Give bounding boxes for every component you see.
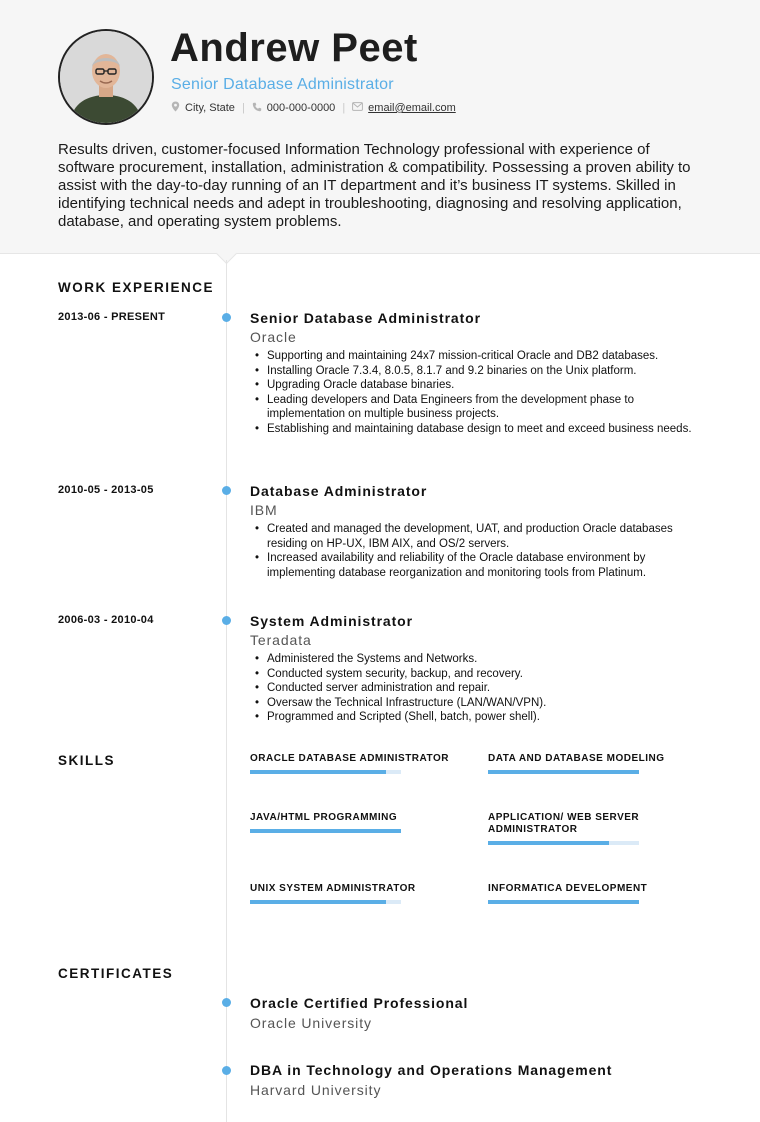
job-company: Oracle [250,329,297,345]
skill-bar-fill [250,770,386,774]
timeline-dot [222,486,231,495]
skill-bar [488,841,639,845]
contact-info [171,101,456,115]
job-bullet: • Conducted server administration and repair. [267,681,710,696]
skill-name: JAVA/HTML PROGRAMMING [250,812,398,823]
timeline-dot [222,998,231,1007]
job-bullets [250,349,710,436]
certificate-entry [250,1061,710,1099]
job-bullet: • Upgrading Oracle database binaries. [267,378,710,393]
timeline-dot [222,1066,231,1075]
skill-item [250,883,450,904]
certificate-issuer: Oracle University [250,1015,372,1031]
skill-bar [488,900,639,904]
job-bullet: • Increased availability and reliability of the Oracle database environment by implementing database reorganization and monitoring tools from Platinum. [267,551,710,580]
skill-bar [250,829,401,833]
job-bullet: • Supporting and maintaining 24x7 mission-critical Oracle and DB2 databases. [267,349,710,364]
skill-bar-fill [250,900,386,904]
job-entry [250,482,710,580]
job-bullet: • Oversaw the Technical Infrastructure (LAN/WAN/VPN). [267,696,710,711]
skill-name: INFORMATICA DEVELOPMENT [488,883,648,894]
skill-bar [488,770,639,774]
certificate-issuer: Harvard University [250,1082,382,1098]
job-bullet: • Programmed and Scripted (Shell, batch, power shell). [267,710,710,725]
skill-name: ORACLE DATABASE ADMINISTRATOR [250,753,449,764]
skill-item [250,753,450,774]
skill-item [250,812,450,833]
job-bullets [250,522,710,580]
envelope-icon [352,102,363,114]
job-dates: 2013-06 - PRESENT [58,311,166,323]
job-bullet: • Conducted system security, backup, and recovery. [267,667,710,682]
skill-bar [250,770,401,774]
job-entry [250,309,710,436]
candidate-name: Andrew Peet [170,26,418,70]
skill-bar-fill [488,841,609,845]
skills-heading: SKILLS [58,753,116,768]
contact-divider: | [342,102,346,114]
timeline-dot [222,313,231,322]
skill-bar [250,900,401,904]
job-entry [250,612,710,725]
job-company: IBM [250,502,278,518]
skill-bar-fill [488,770,639,774]
job-bullet: • Establishing and maintaining database design to meet and exceed business needs. [267,422,710,437]
job-dates: 2006-03 - 2010-04 [58,614,154,626]
job-bullet: • Installing Oracle 7.3.4, 8.0.5, 8.1.7 and 9.2 binaries on the Unix platform. [267,364,710,379]
map-pin-icon [171,101,180,115]
skill-item [488,883,688,904]
contact-divider: | [241,102,245,114]
certificate-title: Oracle Certified Professional [250,995,469,1011]
job-title: System Administrator [250,613,413,629]
work-experience-heading: WORK EXPERIENCE [58,280,215,295]
timeline-dot [222,616,231,625]
contact-phone: 000-000-0000 [266,102,336,114]
skill-name: APPLICATION/ WEB SERVER ADMINISTRATOR [488,812,640,835]
job-title: Database Administrator [250,483,428,499]
job-company: Teradata [250,632,312,648]
contact-location: City, State [185,102,235,114]
skill-bar-fill [488,900,639,904]
skill-item [488,753,688,774]
phone-icon [252,102,262,115]
certificates-heading: CERTIFICATES [58,966,174,981]
job-title: Senior Database Administrator [250,310,481,326]
profile-summary: Results driven, customer-focused Information Technology professional with experience of software procurement, installation, administration & compatibility. Possessing a proven ability to assist with the day-to-day running of an IT department and it’s business IT systems. Skilled in identifying technical needs and adept in troubleshooting, diagnosing and resolving application, database, and operating system problems. [58,141,691,230]
job-bullet: • Created and managed the development, UAT, and production Oracle databases residing on HP-UX, IBM AIX, and OS/2 servers. [267,522,710,551]
candidate-title: Senior Database Administrator [171,76,394,93]
skill-name: UNIX SYSTEM ADMINISTRATOR [250,883,416,894]
job-dates: 2010-05 - 2013-05 [58,484,154,496]
avatar-photo [60,31,152,123]
job-bullet: • Leading developers and Data Engineers from the development phase to implementation on multiple business projects. [267,393,710,422]
job-bullets [250,652,710,725]
contact-email-link[interactable]: email@email.com [368,102,456,114]
skill-bar-fill [250,829,401,833]
skill-name: DATA AND DATABASE MODELING [488,753,665,764]
certificate-title: DBA in Technology and Operations Management [250,1062,613,1078]
avatar [58,29,154,125]
certificate-entry [250,994,710,1032]
skill-item [488,812,658,845]
timeline-line [226,260,227,1122]
job-bullet: • Administered the Systems and Networks. [267,652,710,667]
